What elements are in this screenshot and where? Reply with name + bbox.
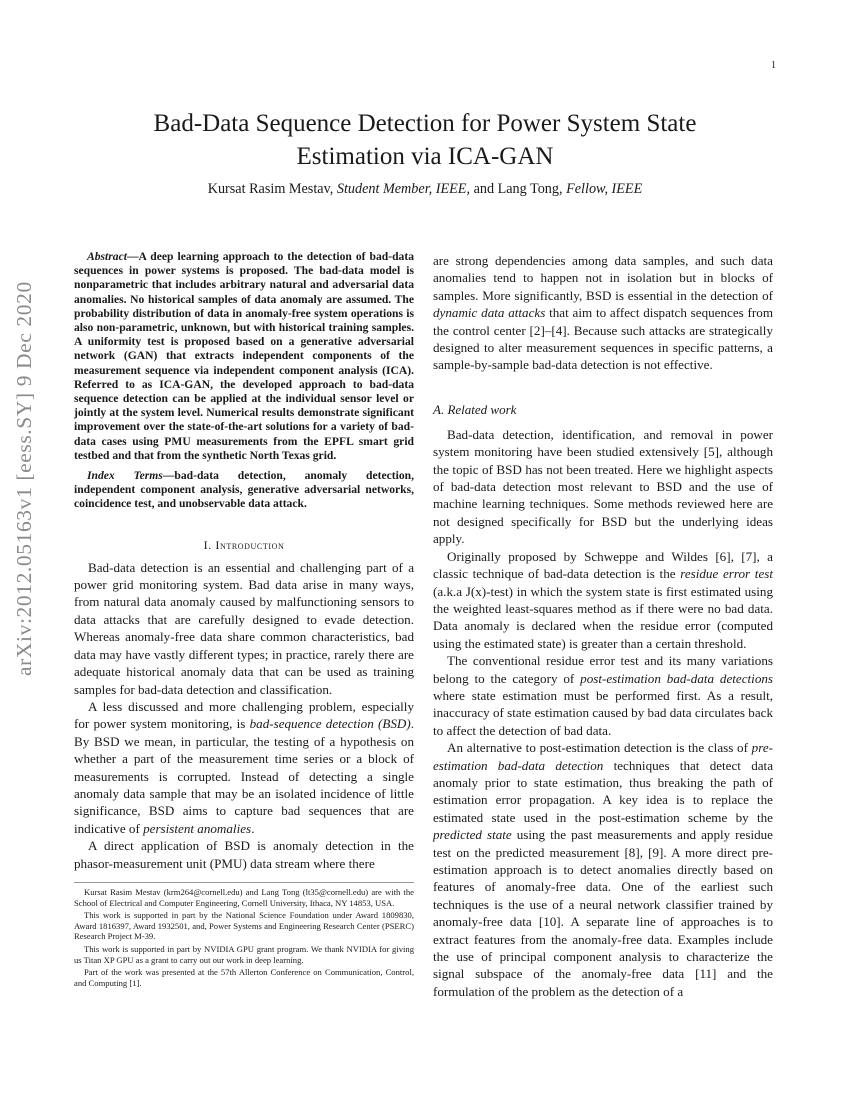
text-span: (a.k.a J(x)-test) in which the system state is first estimated using the weighted least-squares method as if there were no bad data. Data anomaly is declared when the residue error (computed using the estimated state) is greater than a certain threshold. [433,583,773,651]
footnotes [74,882,414,990]
term-post-estimation: post-estimation bad-data detections [580,670,774,686]
text-span: Originally proposed by Schweppe and Wildes [6], [7], a classic technique of bad-data detection is the [433,548,773,582]
arxiv-identifier-stamp: arXiv:2012.05163v1 [eess.SY] 9 Dec 2020 [12,281,36,676]
term-residue-error-test: residue error test [680,566,773,582]
right-column [433,252,773,1000]
index-terms [74,469,414,512]
text-span: The conventional residue error test and its many variations belong to the category of [433,653,773,686]
term-pre-estimation: pre-estimation bad-data detection [433,740,773,773]
footnote-nvidia-funding: This work is supported in part by NVIDIA GPU grant program. We thank NVIDIA for giving us Titan XP GPU as a grant to carry out our work in deep learning. [74,943,414,965]
related-work-paragraph-1: Bad-data detection, identification, and removal in power system monitoring have been studied extensively [5], although the topic of BSD has not been treated. Here we highlight aspects of bad-data detection most relevant to BSD and the use of machine learning techniques. Some methods reviewed here are not designed specifically for BSD but the underlying ideas apply. [433,426,773,547]
title-line-1: Bad-Data Sequence Detection for Power System State [153,110,697,137]
term-dynamic-data-attacks: dynamic data attacks [433,305,546,321]
index-terms-text: —bad-data detection, anomaly detection, independent component analysis, generative adversarial networks, coincidence test, and unobservable data attack. [74,469,415,511]
footnote-nsf-funding: This work is supported in part by the National Science Foundation under Award 1809830, Award 1816397, Award 1932501, and, Power Systems and Engineering Research Center (PSERC) Research Project M-39. [74,910,414,942]
text-span: where state estimation must be performed first. As a result, inaccuracy of state estimation caused by bad data circulates back to affect the detection of bad data. [433,687,773,738]
abstract [74,250,414,463]
text-span: using the past measurements and apply residue test on the predicted measurement [8], [9]. A more direct pre-estimation approach is to detect anomalies directly based on features of anomaly-free data. One of the earliest such techniques is the use of a neural network classifier trained by anomaly-free data [10]. A separate line of approaches is to extract features from the anomaly-free data. Examples include the use of principal component analysis to characterize the signal subspace of the anomaly-free data [11] and the formulation of the problem as the detection of a [433,827,773,999]
related-work-paragraph-2 [433,548,773,652]
intro-paragraph-2 [74,698,414,837]
abstract-text: —A deep learning approach to the detection of bad-data sequences in power systems is proposed. The bad-data model is nonparametric that includes arbitrary natural and adversarial data anomalies. No historical samples of data anomaly are assumed. The probability distribution of data in anomaly-free system operations is also non-parametric, unknown, but with historical training samples. A uniformity test is proposed based on a generative adversarial network (GAN) that extracts independent components of the measurement sequence via independent component analysis (ICA). Referred to as ICA-GAN, the developed approach to bad-data sequence detection can be applied at the individual sensor level or jointly at the system level. Numerical results demonstrate significant improvement over the state-of-the-art solutions for a variety of bad-data cases using PMU measurements from the EPFL smart grid testbed and that from the synthetic North Texas grid. [74,250,414,462]
term-bsd: bad-sequence detection (BSD) [249,716,411,732]
text-span: An alternative to post-estimation detection is the class of [447,740,752,756]
text-span: A less discussed and more challenging problem, especially for power system monitoring, is [74,698,414,732]
related-work-paragraph-4 [433,739,773,1000]
abstract-label: Abstract [87,250,127,263]
section-heading-introduction: I. Introduction [203,537,285,552]
footnote-conference: Part of the work was presented at the 57th Allerton Conference on Communication, Control, and Computing [1]. [74,967,414,988]
related-work-paragraph-3 [433,652,773,739]
author-1-role: Student Member, IEEE, [336,181,471,197]
term-persistent-anomalies: persistent anomalies [143,820,252,836]
text-span: that aim to affect dispatch sequences from the control center [2]–[4]. Because such attacks are strategically designed to alter measurement sequences in specific patterns, a sample-by-sample bad-data detection is not effective. [433,305,773,373]
term-predicted-state: predicted state [433,827,512,843]
left-column [74,250,414,872]
subsection-heading-related-work: A. Related work [433,401,517,417]
text-span: are strong dependencies among data samples, and such data anomalies tend to happen not in isolation but in blocks of samples. More significantly, BSD is essential in the detection of [433,253,773,303]
author-line [60,180,790,198]
footnote-affiliation: Kursat Rasim Mestav (krm264@cornell.edu) and Lang Tong (lt35@cornell.edu) are with the School of Electrical and Computer Engineering, Cornell University, Ithaca, NY 14853, USA. [74,887,414,908]
intro-paragraph-3-continued [433,252,773,374]
author-1: Kursat Rasim Mestav, [207,181,337,197]
author-2-role: Fellow, IEEE [566,181,643,197]
text-span: . By BSD we mean, in particular, the testing of a hypothesis on whether a part of the measurement time series or a block of measurements is corrupted. Instead of detecting a single anomaly data sample that may be an isolated incidence of little significance, BSD aims to capture bad sequences that are indicative of [74,716,414,836]
intro-paragraph-1: Bad-data detection is an essential and challenging part of a power grid monitoring system. Bad data arise in many ways, from natural data anomaly caused by malfunctioning sensors to data attacks that are carefully designed to evade detection. Whereas anomaly-free data share common characteristics, bad data may have vastly different types; in practice, rarely there are adequate historical anomaly data that can be used as training samples for bad-data detection and classification. [74,559,414,697]
page-number: 1 [771,60,776,71]
index-terms-label: Index Terms [87,469,163,483]
intro-paragraph-3: A direct application of BSD is anomaly detection in the phasor-measurement unit (PMU) data stream where there [74,838,414,871]
text-span: techniques that detect data anomaly prior to state estimation, thus breaking the path of estimation error propagation. A key idea is to replace the estimated state used in the post-estimation scheme by the [433,757,774,825]
title-line-2: Estimation via ICA-GAN [296,143,554,170]
author-conjunction: and Lang Tong, [470,181,567,197]
text-span: . [251,820,255,836]
paper-title [60,107,790,173]
